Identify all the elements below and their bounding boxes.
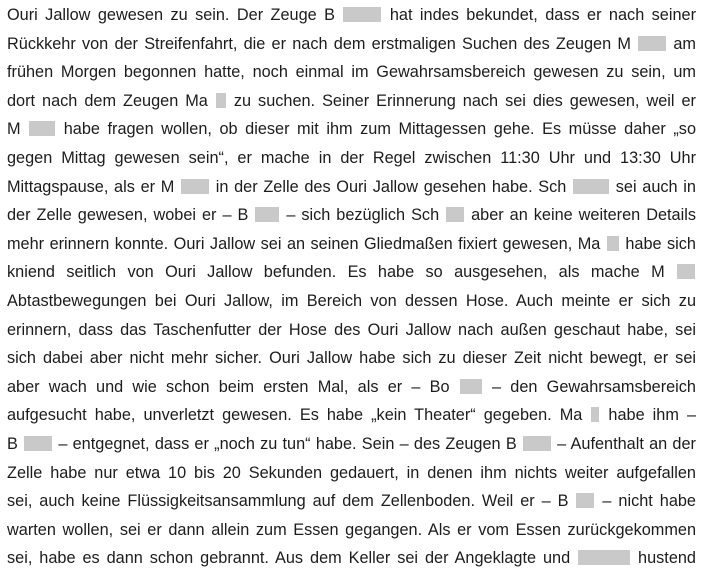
text-segment: zu suchen. Seiner Erinnerung nach sei dies gewesen, weil er — [233, 91, 696, 110]
text-segment: hat indes bekundet, dass er nach seiner — [389, 6, 697, 24]
text-segment: sei, habe es dann schon gebrannt. Aus dem Keller sei der Angeklagte und — [7, 549, 571, 568]
text-segment: gegen Mittag gewesen sein“, er mache in der Regel zwischen 11:30 Uhr und 13:30 Uhr — [7, 149, 696, 167]
redaction-mark — [677, 264, 695, 279]
text-segment: – sich bezüglich Sch — [286, 206, 440, 225]
text-line — [7, 146, 696, 170]
text-line — [7, 60, 696, 84]
text-line — [7, 375, 696, 399]
redaction-mark — [573, 179, 609, 194]
text-segment: – nicht habe — [602, 492, 696, 511]
text-segment: sei auch in — [615, 177, 696, 196]
redaction-mark — [576, 493, 594, 508]
text-segment: warten wollen, sei er dann allein zum Essen gegangen. Als er vom Essen zurückgekommen — [7, 520, 696, 539]
text-segment: – Aufenthalt an der — [557, 435, 696, 453]
text-line — [7, 546, 696, 570]
text-line — [7, 518, 696, 542]
text-line — [7, 432, 696, 456]
text-segment: – entgegnet, dass er „noch zu tun“ habe. Sein – des Zeugen B — [58, 435, 517, 453]
text-line — [7, 89, 696, 113]
text-segment: dort nach dem Zeugen Ma — [7, 91, 208, 110]
text-line — [7, 461, 696, 485]
text-segment: – den Gewahrsamsbereich — [492, 377, 696, 396]
redaction-mark — [181, 179, 209, 194]
text-line — [7, 175, 696, 199]
text-segment: sich dabei aber nicht mehr sicher. Ouri Jallow habe sich zu dieser Zeit nicht bewegt, er sei — [7, 349, 696, 368]
text-line — [7, 117, 696, 141]
text-segment: Ouri Jallow gewesen zu sein. Der Zeuge B — [7, 6, 335, 24]
text-segment: Abtastbewegungen bei Ouri Jallow, im Bereich von dessen Hose. Auch meinte er sich zu — [7, 292, 696, 310]
text-segment: B — [7, 435, 18, 453]
redaction-mark — [591, 407, 599, 422]
redaction-mark — [255, 207, 279, 222]
redaction-mark — [216, 93, 226, 108]
text-line — [7, 260, 696, 284]
text-segment: der Zelle gewesen, wobei er – B — [7, 206, 249, 225]
text-segment: aufgesucht habe, unverletzt gewesen. Es habe „kein Theater“ gegeben. Ma — [7, 406, 583, 425]
text-segment: habe ihm – — [608, 406, 696, 425]
redaction-mark — [638, 36, 666, 51]
text-segment: sei, auch keine Flüssigkeitsansammlung auf dem Zellenboden. Weil er – B — [7, 492, 569, 511]
text-segment: frühen Morgen begonnen hatte, noch einmal im Gewahrsamsbereich gewesen zu sein, um — [7, 63, 696, 82]
text-line — [7, 232, 696, 256]
text-segment: Rückkehr von der Streifenfahrt, die er nach dem erstmaligen Suchen des Zeugen M — [7, 34, 631, 53]
text-segment: erinnern, dass das Taschenfutter der Hose des Ouri Jallow nach außen geschaut habe, sei — [7, 320, 696, 339]
text-line — [7, 289, 696, 313]
text-line — [7, 346, 696, 370]
text-line — [7, 3, 696, 27]
text-line — [7, 489, 696, 513]
redaction-mark — [29, 121, 55, 136]
text-line — [7, 318, 696, 342]
text-line — [7, 32, 696, 56]
text-line — [7, 403, 696, 427]
redaction-mark — [460, 379, 482, 394]
text-segment: habe sich — [625, 234, 696, 253]
text-segment: aber an keine weiteren Details — [471, 206, 696, 225]
redaction-mark — [578, 550, 630, 565]
text-segment: am — [673, 34, 696, 53]
text-segment: in der Zelle des Ouri Jallow gesehen habe. Sch — [215, 177, 567, 196]
redaction-mark — [446, 207, 464, 222]
text-segment: hustend — [638, 549, 696, 568]
redaction-mark — [607, 236, 619, 251]
text-segment: mehr erinnern konnte. Ouri Jallow sei an seinen Gliedmaßen fixiert gewesen, Ma — [7, 234, 601, 253]
redaction-mark — [523, 436, 551, 451]
text-line — [7, 203, 696, 227]
text-segment: aber wach und wie schon beim ersten Mal, als er – Bo — [7, 377, 450, 396]
text-segment: M — [7, 120, 21, 139]
text-segment: Zelle habe nur etwa 10 bis 20 Sekunden gedauert, in denen ihm nichts weiter aufgefallen — [7, 463, 696, 482]
text-segment: Mittagspause, als er M — [7, 177, 175, 196]
text-segment: habe fragen wollen, ob dieser mit ihm zum Mittagessen gehe. Es müsse daher „so — [63, 120, 697, 139]
redaction-mark — [24, 436, 52, 451]
redaction-mark — [343, 7, 381, 22]
text-segment: kniend seitlich von Ouri Jallow befunden. Es habe so ausgesehen, als mache M — [7, 263, 665, 282]
